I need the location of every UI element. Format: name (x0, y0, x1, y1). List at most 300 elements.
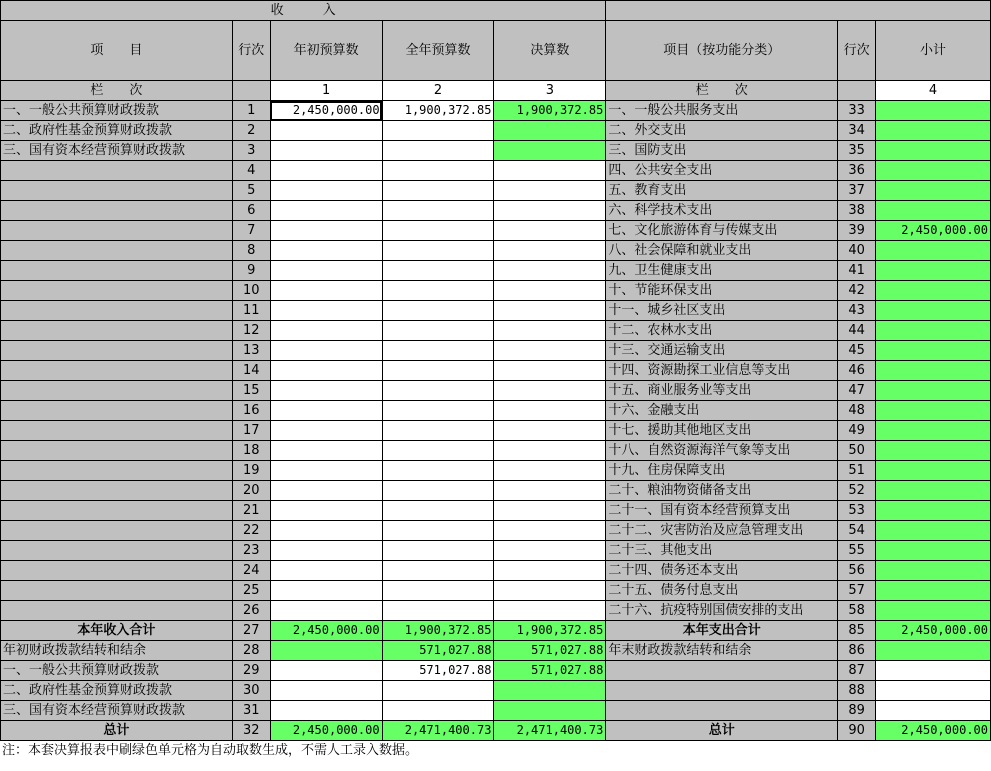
carry-row-no: 31 (232, 701, 270, 721)
income-row-no: 24 (232, 561, 270, 581)
table-row (1, 461, 991, 481)
subtotal-cell[interactable] (876, 561, 991, 581)
expense-item-label: 十八、自然资源海洋气象等支出 (606, 441, 838, 461)
income-item-label (1, 461, 233, 481)
carry-full-year-cell[interactable] (382, 701, 494, 721)
expense-row-no: 56 (838, 561, 876, 581)
col-header-item: 项 目 (1, 21, 233, 81)
grand-total-full-year[interactable]: 2,471,400.73 (382, 721, 494, 741)
table-row (1, 661, 991, 681)
table-row (1, 181, 991, 201)
full-year-budget-cell[interactable] (382, 561, 494, 581)
initial-budget-cell[interactable] (270, 161, 382, 181)
table-row (1, 121, 991, 141)
expense-item-label: 七、文化旅游体育与传媒支出 (606, 221, 838, 241)
initial-budget-cell[interactable] (270, 201, 382, 221)
carry-final-cell[interactable]: 571,027.88 (494, 641, 606, 661)
expense-total-subtotal[interactable]: 2,450,000.00 (876, 621, 991, 641)
income-item-label (1, 561, 233, 581)
income-section-title: 收 入 (1, 1, 606, 21)
col-header-row-no-right: 行次 (838, 21, 876, 81)
income-item-label (1, 541, 233, 561)
full-year-budget-cell[interactable] (382, 441, 494, 461)
initial-budget-cell[interactable] (270, 321, 382, 341)
final-accounts-cell[interactable] (494, 481, 606, 501)
subtotal-cell[interactable] (876, 181, 991, 201)
income-item-label (1, 441, 233, 461)
lanci-label: 栏 次 (1, 81, 233, 101)
expense-item-label: 十六、金融支出 (606, 401, 838, 421)
subtotal-cell[interactable] (876, 421, 991, 441)
income-item-label: 一、一般公共预算财政拨款 (1, 101, 233, 121)
grand-total-row-no-right: 90 (838, 721, 876, 741)
final-accounts-cell[interactable] (494, 181, 606, 201)
expense-row-no: 54 (838, 521, 876, 541)
income-row-no: 17 (232, 421, 270, 441)
final-accounts-cell[interactable] (494, 121, 606, 141)
carry-full-year-cell[interactable]: 571,027.88 (382, 661, 494, 681)
expense-item-label: 十、节能环保支出 (606, 281, 838, 301)
expense-item-label: 二十五、债务付息支出 (606, 581, 838, 601)
subtotal-cell[interactable] (876, 521, 991, 541)
income-item-label (1, 321, 233, 341)
expense-row-no: 47 (838, 381, 876, 401)
final-accounts-cell[interactable] (494, 201, 606, 221)
full-year-budget-cell[interactable]: 1,900,372.85 (382, 101, 494, 121)
table-row (1, 321, 991, 341)
table-row (1, 421, 991, 441)
income-item-label (1, 581, 233, 601)
initial-budget-cell[interactable] (270, 521, 382, 541)
full-year-budget-cell[interactable] (382, 281, 494, 301)
col-num-3: 3 (494, 81, 606, 101)
income-row-no: 15 (232, 381, 270, 401)
carry-full-year-cell[interactable] (382, 681, 494, 701)
table-row (1, 381, 991, 401)
table-row (1, 601, 991, 621)
final-accounts-cell[interactable] (494, 501, 606, 521)
expense-row-no: 43 (838, 301, 876, 321)
full-year-budget-cell[interactable] (382, 181, 494, 201)
col-header-full-year-budget: 全年预算数 (382, 21, 494, 81)
carry-expense-row-no: 87 (838, 661, 876, 681)
income-row-no: 5 (232, 181, 270, 201)
income-row-no: 20 (232, 481, 270, 501)
income-total-final[interactable]: 1,900,372.85 (494, 621, 606, 641)
income-row-no: 8 (232, 241, 270, 261)
expense-item-label: 十四、资源勘探工业信息等支出 (606, 361, 838, 381)
carry-expense-label (606, 681, 838, 701)
final-accounts-cell[interactable] (494, 441, 606, 461)
subtotal-cell[interactable] (876, 601, 991, 621)
table-row (1, 541, 991, 561)
full-year-budget-cell[interactable] (382, 341, 494, 361)
carry-item-label: 二、政府性基金预算财政拨款 (1, 681, 233, 701)
subtotal-cell[interactable] (876, 121, 991, 141)
footnote: 注：本套决算报表中刷绿色单元格为自动取数生成，不需人工录入数据。 (0, 740, 991, 761)
expense-item-label: 十五、商业服务业等支出 (606, 381, 838, 401)
subtotal-cell[interactable] (876, 301, 991, 321)
income-row-no: 7 (232, 221, 270, 241)
full-year-budget-cell[interactable] (382, 361, 494, 381)
income-row-no: 19 (232, 461, 270, 481)
table-row (1, 701, 991, 721)
initial-budget-cell[interactable] (270, 401, 382, 421)
carry-expense-row-no: 86 (838, 641, 876, 661)
subtotal-cell[interactable] (876, 201, 991, 221)
expense-item-label: 十二、农林水支出 (606, 321, 838, 341)
full-year-budget-cell[interactable] (382, 401, 494, 421)
income-item-label (1, 281, 233, 301)
table-row (1, 141, 991, 161)
income-row-no: 23 (232, 541, 270, 561)
initial-budget-cell[interactable] (270, 181, 382, 201)
expense-row-no: 49 (838, 421, 876, 441)
expense-row-no: 39 (838, 221, 876, 241)
income-row-no: 25 (232, 581, 270, 601)
expense-item-label: 八、社会保障和就业支出 (606, 241, 838, 261)
carry-initial-cell[interactable] (270, 641, 382, 661)
final-accounts-cell[interactable] (494, 301, 606, 321)
carry-initial-cell[interactable] (270, 701, 382, 721)
subtotal-cell[interactable] (876, 501, 991, 521)
initial-budget-cell[interactable] (270, 361, 382, 381)
income-row-no: 14 (232, 361, 270, 381)
subtotal-cell[interactable] (876, 581, 991, 601)
final-accounts-cell[interactable] (494, 601, 606, 621)
subtotal-cell[interactable] (876, 341, 991, 361)
full-year-budget-cell[interactable] (382, 241, 494, 261)
table-row (1, 301, 991, 321)
income-row-no: 21 (232, 501, 270, 521)
subtotal-cell[interactable] (876, 161, 991, 181)
subtotal-cell[interactable] (876, 101, 991, 121)
expense-item-label: 四、公共安全支出 (606, 161, 838, 181)
income-item-label (1, 241, 233, 261)
carry-item-label: 年初财政拨款结转和结余 (1, 641, 233, 661)
expense-row-no: 57 (838, 581, 876, 601)
income-row-no: 11 (232, 301, 270, 321)
final-accounts-cell[interactable] (494, 361, 606, 381)
income-item-label (1, 521, 233, 541)
expense-item-label: 十三、交通运输支出 (606, 341, 838, 361)
lanci-blank-right (838, 81, 876, 101)
carry-final-cell[interactable] (494, 681, 606, 701)
expense-row-no: 50 (838, 441, 876, 461)
initial-budget-cell[interactable] (270, 461, 382, 481)
expense-row-no: 36 (838, 161, 876, 181)
expense-row-no: 42 (838, 281, 876, 301)
income-item-label (1, 261, 233, 281)
income-item-label (1, 161, 233, 181)
expense-item-label: 十一、城乡社区支出 (606, 301, 838, 321)
col-num-1: 1 (270, 81, 382, 101)
initial-budget-cell[interactable] (270, 261, 382, 281)
full-year-budget-cell[interactable] (382, 161, 494, 181)
lanci-blank (232, 81, 270, 101)
full-year-budget-cell[interactable] (382, 601, 494, 621)
final-accounts-cell[interactable] (494, 381, 606, 401)
carry-subtotal-cell[interactable] (876, 701, 991, 721)
initial-budget-cell[interactable] (270, 561, 382, 581)
col-header-initial-budget: 年初预算数 (270, 21, 382, 81)
initial-budget-cell[interactable] (270, 381, 382, 401)
carry-initial-cell[interactable] (270, 661, 382, 681)
carry-final-cell[interactable] (494, 701, 606, 721)
subtotal-cell[interactable] (876, 261, 991, 281)
expense-row-no: 34 (838, 121, 876, 141)
expense-row-no: 53 (838, 501, 876, 521)
grand-total-row-no: 32 (232, 721, 270, 741)
expense-row-no: 58 (838, 601, 876, 621)
table-row (1, 481, 991, 501)
expense-item-label: 二、外交支出 (606, 121, 838, 141)
table-row (1, 361, 991, 381)
carry-row-no: 28 (232, 641, 270, 661)
table-row (1, 441, 991, 461)
expense-item-label: 三、国防支出 (606, 141, 838, 161)
expense-item-label: 二十、粮油物资储备支出 (606, 481, 838, 501)
grand-total-initial[interactable]: 2,450,000.00 (270, 721, 382, 741)
final-accounts-cell[interactable] (494, 161, 606, 181)
income-total-full-year[interactable]: 1,900,372.85 (382, 621, 494, 641)
income-total-initial[interactable]: 2,450,000.00 (270, 621, 382, 641)
income-row-no: 12 (232, 321, 270, 341)
expense-item-label: 十九、住房保障支出 (606, 461, 838, 481)
final-accounts-cell[interactable] (494, 221, 606, 241)
final-accounts-cell[interactable] (494, 581, 606, 601)
final-accounts-cell[interactable] (494, 241, 606, 261)
income-row-no: 4 (232, 161, 270, 181)
subtotal-cell[interactable] (876, 141, 991, 161)
carry-subtotal-cell[interactable] (876, 661, 991, 681)
final-accounts-cell[interactable] (494, 521, 606, 541)
income-row-no: 6 (232, 201, 270, 221)
table-row (1, 281, 991, 301)
full-year-budget-cell[interactable] (382, 421, 494, 441)
income-row-no: 10 (232, 281, 270, 301)
income-total-label: 本年收入合计 (1, 621, 233, 641)
grand-total-final[interactable]: 2,471,400.73 (494, 721, 606, 741)
subtotal-cell[interactable] (876, 321, 991, 341)
table-row (1, 241, 991, 261)
expense-item-label: 二十二、灾害防治及应急管理支出 (606, 521, 838, 541)
table-row (1, 101, 991, 121)
expense-row-no: 45 (838, 341, 876, 361)
grand-total-label-right: 总计 (606, 721, 838, 741)
carry-expense-label (606, 701, 838, 721)
initial-budget-cell[interactable] (270, 541, 382, 561)
expense-row-no: 44 (838, 321, 876, 341)
income-row-no: 9 (232, 261, 270, 281)
income-item-label (1, 221, 233, 241)
income-item-label: 二、政府性基金预算财政拨款 (1, 121, 233, 141)
final-accounts-cell[interactable] (494, 461, 606, 481)
expense-row-no: 37 (838, 181, 876, 201)
income-row-no: 16 (232, 401, 270, 421)
income-row-no: 26 (232, 601, 270, 621)
initial-budget-cell[interactable] (270, 221, 382, 241)
full-year-budget-cell[interactable] (382, 201, 494, 221)
income-total-row-no: 27 (232, 621, 270, 641)
table-row (1, 581, 991, 601)
carry-row-no: 29 (232, 661, 270, 681)
income-row-no: 2 (232, 121, 270, 141)
col-header-row-no: 行次 (232, 21, 270, 81)
final-accounts-cell[interactable] (494, 421, 606, 441)
carry-expense-label: 年末财政拨款结转和结余 (606, 641, 838, 661)
full-year-budget-cell[interactable] (382, 581, 494, 601)
subtotal-cell[interactable] (876, 461, 991, 481)
initial-budget-cell[interactable] (270, 141, 382, 161)
income-item-label (1, 601, 233, 621)
expense-row-no: 38 (838, 201, 876, 221)
expense-row-no: 40 (838, 241, 876, 261)
income-item-label (1, 361, 233, 381)
carry-initial-cell[interactable] (270, 681, 382, 701)
table-row (1, 641, 991, 661)
expense-row-no: 35 (838, 141, 876, 161)
carry-item-label: 三、国有资本经营预算财政拨款 (1, 701, 233, 721)
expense-total-label: 本年支出合计 (606, 621, 838, 641)
grand-total-label: 总计 (1, 721, 233, 741)
final-accounts-cell[interactable] (494, 541, 606, 561)
table-row (1, 561, 991, 581)
income-row-no: 13 (232, 341, 270, 361)
income-item-label (1, 181, 233, 201)
expense-item-label: 一、一般公共服务支出 (606, 101, 838, 121)
carry-subtotal-cell[interactable] (876, 681, 991, 701)
full-year-budget-cell[interactable] (382, 121, 494, 141)
income-item-label (1, 301, 233, 321)
final-accounts-cell[interactable]: 1,900,372.85 (494, 101, 606, 121)
subtotal-cell[interactable] (876, 381, 991, 401)
final-accounts-cell[interactable] (494, 401, 606, 421)
initial-budget-cell[interactable] (270, 441, 382, 461)
income-row-no: 18 (232, 441, 270, 461)
income-item-label (1, 421, 233, 441)
initial-budget-cell[interactable] (270, 581, 382, 601)
subtotal-cell[interactable] (876, 401, 991, 421)
full-year-budget-cell[interactable] (382, 261, 494, 281)
full-year-budget-cell[interactable] (382, 221, 494, 241)
initial-budget-cell[interactable] (270, 421, 382, 441)
expense-item-label: 二十四、债务还本支出 (606, 561, 838, 581)
subtotal-cell[interactable] (876, 241, 991, 261)
expense-item-label: 十七、援助其他地区支出 (606, 421, 838, 441)
expense-row-no: 55 (838, 541, 876, 561)
income-item-label (1, 381, 233, 401)
subtotal-cell[interactable] (876, 481, 991, 501)
full-year-budget-cell[interactable] (382, 301, 494, 321)
lanci-label-right: 栏 次 (606, 81, 838, 101)
subtotal-cell[interactable] (876, 361, 991, 381)
subtotal-cell[interactable]: 2,450,000.00 (876, 221, 991, 241)
full-year-budget-cell[interactable] (382, 321, 494, 341)
full-year-budget-cell[interactable] (382, 461, 494, 481)
initial-budget-cell[interactable] (270, 601, 382, 621)
income-row-no: 1 (232, 101, 270, 121)
initial-budget-cell[interactable] (270, 121, 382, 141)
final-accounts-cell[interactable] (494, 281, 606, 301)
expense-row-no: 33 (838, 101, 876, 121)
table-row (1, 341, 991, 361)
expense-item-label: 六、科学技术支出 (606, 201, 838, 221)
table-row (1, 501, 991, 521)
income-item-label (1, 201, 233, 221)
expense-item-label: 二十一、国有资本经营预算支出 (606, 501, 838, 521)
col-num-4: 4 (876, 81, 991, 101)
income-item-label (1, 501, 233, 521)
full-year-budget-cell[interactable] (382, 501, 494, 521)
col-header-expense-item: 项目（按功能分类） (606, 21, 838, 81)
full-year-budget-cell[interactable] (382, 541, 494, 561)
carry-subtotal-cell[interactable] (876, 641, 991, 661)
full-year-budget-cell[interactable] (382, 481, 494, 501)
carry-expense-row-no: 88 (838, 681, 876, 701)
full-year-budget-cell[interactable] (382, 521, 494, 541)
col-header-subtotal: 小计 (876, 21, 991, 81)
subtotal-cell[interactable] (876, 281, 991, 301)
table-row (1, 161, 991, 181)
final-accounts-cell[interactable] (494, 321, 606, 341)
income-row-no: 22 (232, 521, 270, 541)
initial-budget-cell[interactable] (270, 481, 382, 501)
initial-budget-cell[interactable]: 2,450,000.00 (270, 101, 382, 121)
table-row (1, 401, 991, 421)
expense-item-label: 九、卫生健康支出 (606, 261, 838, 281)
subtotal-cell[interactable] (876, 541, 991, 561)
final-accounts-cell[interactable] (494, 341, 606, 361)
final-accounts-cell[interactable] (494, 261, 606, 281)
table-row (1, 681, 991, 701)
initial-budget-cell[interactable] (270, 241, 382, 261)
full-year-budget-cell[interactable] (382, 381, 494, 401)
initial-budget-cell[interactable] (270, 301, 382, 321)
final-accounts-cell[interactable] (494, 141, 606, 161)
col-num-2: 2 (382, 81, 494, 101)
expense-row-no: 48 (838, 401, 876, 421)
expense-row-no: 41 (838, 261, 876, 281)
expense-item-label: 二十三、其他支出 (606, 541, 838, 561)
income-row-no: 3 (232, 141, 270, 161)
carry-expense-label (606, 661, 838, 681)
expense-row-no: 46 (838, 361, 876, 381)
carry-full-year-cell[interactable]: 571,027.88 (382, 641, 494, 661)
subtotal-cell[interactable] (876, 441, 991, 461)
full-year-budget-cell[interactable] (382, 141, 494, 161)
initial-budget-cell[interactable] (270, 281, 382, 301)
expense-row-no: 52 (838, 481, 876, 501)
income-item-label (1, 481, 233, 501)
expense-section-title (606, 1, 991, 21)
expense-item-label: 五、教育支出 (606, 181, 838, 201)
carry-expense-row-no: 89 (838, 701, 876, 721)
expense-item-label: 二十六、抗疫特别国债安排的支出 (606, 601, 838, 621)
table-row (1, 221, 991, 241)
table-row (1, 261, 991, 281)
income-item-label (1, 341, 233, 361)
expense-total-row-no: 85 (838, 621, 876, 641)
expense-row-no: 51 (838, 461, 876, 481)
grand-total-subtotal[interactable]: 2,450,000.00 (876, 721, 991, 741)
final-accounts-cell[interactable] (494, 561, 606, 581)
income-item-label (1, 401, 233, 421)
initial-budget-cell[interactable] (270, 341, 382, 361)
income-item-label: 三、国有资本经营预算财政拨款 (1, 141, 233, 161)
initial-budget-cell[interactable] (270, 501, 382, 521)
carry-final-cell[interactable]: 571,027.88 (494, 661, 606, 681)
